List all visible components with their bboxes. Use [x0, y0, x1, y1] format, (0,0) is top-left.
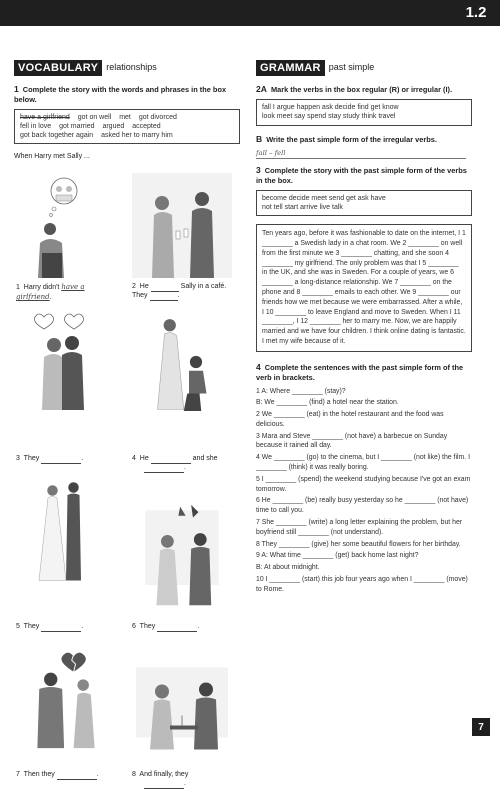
- caption-7: [16, 771, 121, 780]
- sentence-item: 8 They ________ (give) her some beautiful flowers for her birthday.: [256, 540, 461, 548]
- vocabulary-section: [14, 60, 240, 788]
- exercise-number: 1: [14, 84, 19, 95]
- sentence-item: 9 A: What time ________ (get) back home last night?: [256, 552, 419, 560]
- caption-end: .: [49, 294, 52, 302]
- caption-end: .: [81, 623, 84, 631]
- verb-box: [256, 99, 472, 125]
- grammar-subtitle: past simple: [328, 62, 375, 73]
- caption-number: 3: [16, 455, 20, 463]
- exercise-instruction: Complete the story with the words and phrases in the box below.: [14, 85, 227, 105]
- exercise-number: 3: [256, 165, 261, 176]
- story-text-box: Ten years ago, before it was fashionable to date on the internet, I 1 ________ a Swedish lady in a chat room. We 2 ________ on well from the first minute we 3 ________ chatting, and she soon 4 ________ my girlfriend. The only problem was that I 5 ________ in the UK, and she was in Sweden. For a couple of years, we 6 ________ a long-distance relationship. We 7 ________ on the phone and 8 ________ emails to each other. We 9 ________ our friends how we met because we were embarrassed. After a while, I 10 ________ to leave England and move to Sweden. When I 11 ________, I 12 ________ her to marry me. Now, we are happily married and we have four children. I think online dating is fantastic. I met my wife because of it.: [256, 224, 472, 352]
- word-item: got married: [59, 123, 95, 131]
- caption-number: 5: [16, 623, 20, 631]
- word-item: fell in love: [20, 123, 52, 131]
- exercise-instruction: Complete the sentences with the past simple form of the verb in brackets.: [256, 362, 464, 382]
- caption-5: [16, 623, 121, 632]
- unit-label: 1.2: [452, 0, 500, 26]
- sentence-item: 5 I ________ (spend) the weekend studying because I've got an exam tomorrow.: [256, 475, 471, 493]
- caption-2: [132, 283, 237, 301]
- caption-text: and she: [192, 455, 218, 463]
- top-bar: [0, 0, 500, 26]
- exercise-2b-title: [256, 134, 472, 145]
- illustration-single-man: [16, 173, 116, 278]
- illustration-wedding: [16, 477, 116, 582]
- caption-3: [16, 455, 121, 464]
- caption-text: They: [139, 623, 156, 631]
- exercise-instruction: Complete the story with the past simple form of the verbs in the box.: [256, 166, 467, 186]
- answer-blank[interactable]: [151, 456, 191, 464]
- sentence-item: B: We ________ (find) a hotel near the station.: [256, 399, 399, 407]
- word-box-row: [20, 131, 228, 140]
- verb-row: fall I argue happen ask decide find get know: [262, 104, 399, 112]
- sentence-item: 4 We ________ (go) to the cinema, but I ________ (not like) the film. I ________ (think) it was really boring.: [256, 454, 470, 472]
- caption-text: They: [23, 623, 40, 631]
- exercise-instruction: Mark the verbs in the box regular (R) or irregular (I).: [270, 85, 453, 95]
- sentence-item: 3 Mara and Steve ________ (not have) a barbecue on Sunday because it rained all day.: [256, 432, 448, 450]
- exercise-number: 2A: [256, 84, 267, 95]
- grammar-section: [256, 60, 472, 597]
- caption-6: [132, 623, 237, 632]
- grammar-header: [256, 60, 472, 76]
- caption-end: .: [197, 623, 200, 631]
- caption-1: [16, 283, 121, 303]
- handwritten-answer: fall – fell: [256, 149, 466, 160]
- verb-row: become decide meet send get ask have: [262, 195, 386, 203]
- answer-blank[interactable]: [144, 781, 184, 789]
- caption-end: .: [81, 455, 84, 463]
- handwritten-answer: have a girlfriend: [16, 283, 85, 302]
- answer-blank[interactable]: [151, 284, 179, 292]
- caption-text: And finally, they: [139, 771, 189, 779]
- exercise-instruction: Write the past simple form of the irregular verbs.: [266, 134, 437, 144]
- verb-box: [256, 190, 472, 216]
- word-item: argued: [102, 123, 125, 131]
- caption-number: 1: [16, 284, 20, 292]
- caption-4: 4 He and she .: [132, 455, 218, 472]
- sentence-item: B: At about midnight.: [256, 564, 320, 572]
- illustration-argument: [132, 503, 232, 608]
- exercise-number: B: [256, 133, 263, 144]
- verb-row: not tell start arrive live talk: [262, 204, 343, 212]
- caption-text: He: [139, 283, 149, 291]
- word-box-row: [20, 122, 228, 131]
- exercise-3-title: [256, 165, 472, 186]
- answer-blank[interactable]: [144, 465, 184, 473]
- answer-blank[interactable]: [41, 623, 84, 632]
- illustration-together-again: [132, 661, 232, 766]
- caption-text: He: [139, 455, 149, 463]
- caption-end: .: [184, 780, 186, 788]
- caption-number: 6: [132, 623, 136, 631]
- sentence-item: 7 She ________ (write) a long letter explaining the problem, but her boyfriend still ________ (not understand).: [256, 519, 463, 536]
- picture-story-grid: [14, 165, 240, 788]
- illustration-fell-in-love: [16, 305, 116, 410]
- sentence-item: 10 I ________ (start) this job four years ago when I ________ (move) to Rome.: [256, 576, 468, 593]
- exercise-2a-title: [256, 84, 472, 95]
- caption-number: 8: [132, 771, 136, 779]
- word-box-row: [20, 113, 228, 122]
- word-item: accepted: [132, 123, 161, 131]
- word-box: [14, 109, 240, 144]
- word-item: met: [119, 113, 131, 121]
- vocabulary-subtitle: relationships: [106, 62, 157, 73]
- caption-number: 2: [132, 283, 136, 291]
- illustration-proposal: [132, 313, 232, 418]
- exercise-4-title: [256, 362, 472, 383]
- answer-blank[interactable]: [57, 772, 97, 780]
- exercise-number: 4: [256, 361, 261, 372]
- vocabulary-header: [14, 60, 240, 76]
- caption-text: Sally in a café. They: [132, 283, 227, 300]
- illustration-cafe-meeting: [132, 173, 232, 278]
- word-item: got divorced: [138, 113, 177, 121]
- exercise-1-title: [14, 84, 240, 105]
- answer-blank[interactable]: [150, 293, 178, 301]
- caption-text: Harry didn't: [23, 284, 60, 292]
- verb-row: look meet say spend stay study think travel: [262, 113, 396, 121]
- caption-number: 7: [16, 771, 20, 779]
- sentence-list: [256, 387, 472, 595]
- caption-text: Then they: [23, 771, 55, 779]
- caption-number: 4: [132, 455, 136, 463]
- illustration-divorce: [16, 645, 116, 750]
- caption-end: .: [177, 292, 180, 300]
- caption-8: [132, 771, 237, 789]
- story-lead: When Harry met Sally ...: [14, 153, 90, 161]
- vocabulary-tag: VOCABULARY: [14, 60, 102, 76]
- word-item: have a girlfriend: [20, 113, 70, 121]
- page-number: 7: [472, 718, 490, 736]
- word-item: asked her to marry him: [101, 132, 173, 140]
- caption-text: They: [23, 455, 40, 463]
- word-item: got back together again: [20, 132, 94, 140]
- caption-end: .: [96, 771, 99, 779]
- answer-blank[interactable]: [41, 455, 84, 464]
- sentence-item: 6 He ________ (be) really busy yesterday so he ________ (not have) time to call you.: [256, 497, 469, 515]
- sentence-item: 2 We ________ (eat) in the hotel restaurant and the food was delicious.: [256, 411, 444, 428]
- word-item: got on well: [77, 113, 112, 121]
- answer-blank[interactable]: [157, 623, 200, 632]
- grammar-tag: GRAMMAR: [256, 60, 325, 76]
- sentence-item: 1 A: Where ________ (stay)?: [256, 387, 346, 395]
